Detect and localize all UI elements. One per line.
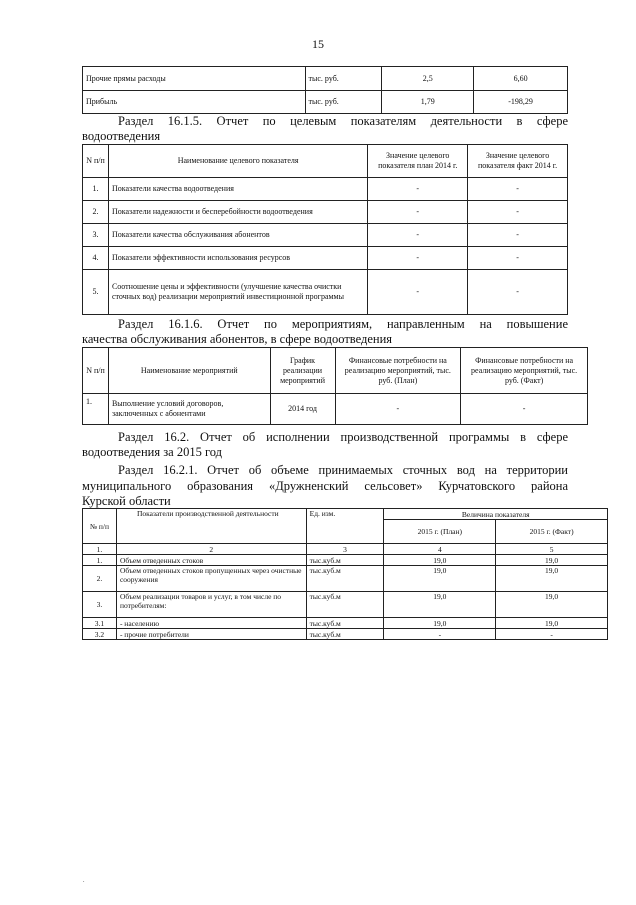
row-fact: - (468, 178, 568, 201)
table-row (83, 67, 568, 91)
costs-table (82, 66, 568, 114)
row-plan: - (368, 224, 468, 247)
table-row (83, 247, 568, 270)
row-num: 4. (83, 247, 109, 270)
row-name: Прибыль (83, 91, 306, 114)
row-fact: 19,0 (496, 555, 608, 566)
row-name: Объем отведенных стоков (116, 555, 306, 566)
table-row (83, 555, 608, 566)
col-header-name: Показатели производственной деятельности (116, 509, 306, 544)
col-header-name: Наименование мероприятий (108, 348, 270, 394)
row-unit: тыс. руб. (305, 91, 382, 114)
row-name: Соотношение цены и эффективности (улучшение качества очистки сточных вод) реализации мероприятий инвестиционной программы (108, 270, 367, 315)
section-1616-heading-line1: Раздел 16.1.6. Отчет по мероприятиям, направленным на повышение (118, 317, 568, 331)
page-number: 15 (312, 37, 324, 51)
row-num: 3.1 (83, 618, 117, 629)
col-header-num: № п/п (83, 509, 117, 544)
row-num: 2. (83, 566, 117, 592)
table-row (83, 566, 608, 592)
section-1621-heading-line3: Курской области (82, 494, 171, 508)
row-fact: 19,0 (496, 618, 608, 629)
row-unit: тыс.куб.м (306, 592, 384, 618)
row-unit: тыс.куб.м (306, 629, 384, 640)
col-header-num: N п/п (83, 348, 109, 394)
row-fact: 19,0 (496, 592, 608, 618)
section-1621-heading-line1: Раздел 16.2.1. Отчет об объеме принимаемых сточных вод на территории (118, 463, 568, 477)
table-row (83, 224, 568, 247)
row-plan: - (368, 178, 468, 201)
row-unit: тыс.куб.м (306, 566, 384, 592)
table-header-row (83, 348, 588, 394)
table-header-row (83, 509, 608, 520)
row-fact: - (468, 247, 568, 270)
row-name: Показатели качества обслуживания абонентов (108, 224, 367, 247)
col-header-num: N п/п (83, 145, 109, 178)
table-row (83, 201, 568, 224)
table-row (83, 618, 608, 629)
row-name: Показатели надежности и бесперебойности водоотведения (108, 201, 367, 224)
target-indicators-table (82, 144, 568, 315)
row-fact: - (496, 629, 608, 640)
index-cell: 4 (384, 544, 496, 555)
row-num: 3. (83, 592, 117, 618)
index-cell: 5 (496, 544, 608, 555)
index-cell: 3 (306, 544, 384, 555)
row-fact: - (468, 270, 568, 315)
row-plan: - (368, 247, 468, 270)
section-162-heading-line1: Раздел 16.2. Отчет об исполнении производственной программы в сфере (118, 430, 568, 444)
row-fact: - (468, 201, 568, 224)
row-name: - населению (116, 618, 306, 629)
measures-table (82, 347, 588, 425)
row-num: 2. (83, 201, 109, 224)
row-name: - прочие потребители (116, 629, 306, 640)
row-plan: - (384, 629, 496, 640)
col-header-fact: Финансовые потребности на реализацию мероприятий, тыс. руб. (Факт) (461, 348, 588, 394)
row-name: Выполнение условий договоров, заключенных с абонентами (108, 394, 270, 425)
row-fact: -198,29 (474, 91, 568, 114)
row-fact: - (461, 394, 588, 425)
row-fact: 19,0 (496, 566, 608, 592)
footer-mark: . (83, 878, 85, 884)
row-plan: 1,79 (382, 91, 474, 114)
row-unit: тыс.куб.м (306, 618, 384, 629)
row-plan: 19,0 (384, 566, 496, 592)
row-plan: 19,0 (384, 555, 496, 566)
col-header-plan: Значение целевого показателя план 2014 г. (368, 145, 468, 178)
row-name: Прочие прямы расходы (83, 67, 306, 91)
row-fact: - (468, 224, 568, 247)
row-num: 3.2 (83, 629, 117, 640)
table-row (83, 178, 568, 201)
row-num: 1. (83, 394, 109, 425)
table-row (83, 270, 568, 315)
row-num: 1. (83, 178, 109, 201)
table-row (83, 91, 568, 114)
col-header-fact: 2015 г. (Факт) (496, 520, 608, 544)
col-header-schedule: График реализации мероприятий (270, 348, 335, 394)
col-header-name: Наименование целевого показателя (108, 145, 367, 178)
row-fact: 6,60 (474, 67, 568, 91)
row-name: Показатели эффективности использования ресурсов (108, 247, 367, 270)
row-unit: тыс. руб. (305, 67, 382, 91)
col-header-fact: Значение целевого показателя факт 2014 г. (468, 145, 568, 178)
section-1621-heading-line2: муниципального образования «Дружненский сельсовет» Курчатовского района (82, 479, 568, 493)
row-name: Объем реализации товаров и услуг, в том числе по потребителям: (116, 592, 306, 618)
wastewater-volume-table (82, 508, 608, 640)
col-header-plan: 2015 г. (План) (384, 520, 496, 544)
row-num: 3. (83, 224, 109, 247)
row-plan: 19,0 (384, 618, 496, 629)
section-1615-heading-line2: водоотведения (82, 129, 161, 143)
row-name: Объем отведенных стоков пропущенных через очистные сооружения (116, 566, 306, 592)
row-plan: 19,0 (384, 592, 496, 618)
col-header-value: Величина показателя (384, 509, 608, 520)
row-schedule: 2014 год (270, 394, 335, 425)
row-plan: 2,5 (382, 67, 474, 91)
index-cell: 2 (116, 544, 306, 555)
section-1616-heading-line2: качества обслуживания абонентов, в сфере водоотведения (82, 332, 393, 346)
row-unit: тыс.куб.м (306, 555, 384, 566)
table-header-row (83, 145, 568, 178)
col-header-unit: Ед. изм. (306, 509, 384, 544)
row-plan: - (368, 270, 468, 315)
table-row (83, 394, 588, 425)
row-name: Показатели качества водоотведения (108, 178, 367, 201)
section-1615-heading-line1: Раздел 16.1.5. Отчет по целевым показателям деятельности в сфере (118, 114, 568, 128)
table-row (83, 592, 608, 618)
index-row (83, 544, 608, 555)
row-num: 5. (83, 270, 109, 315)
table-row (83, 629, 608, 640)
col-header-plan: Финансовые потребности на реализацию мероприятий, тыс. руб. (План) (335, 348, 461, 394)
index-cell: 1. (83, 544, 117, 555)
row-plan: - (335, 394, 461, 425)
row-plan: - (368, 201, 468, 224)
row-num: 1. (83, 555, 117, 566)
section-162-heading-line2: водоотведения за 2015 год (82, 445, 223, 459)
